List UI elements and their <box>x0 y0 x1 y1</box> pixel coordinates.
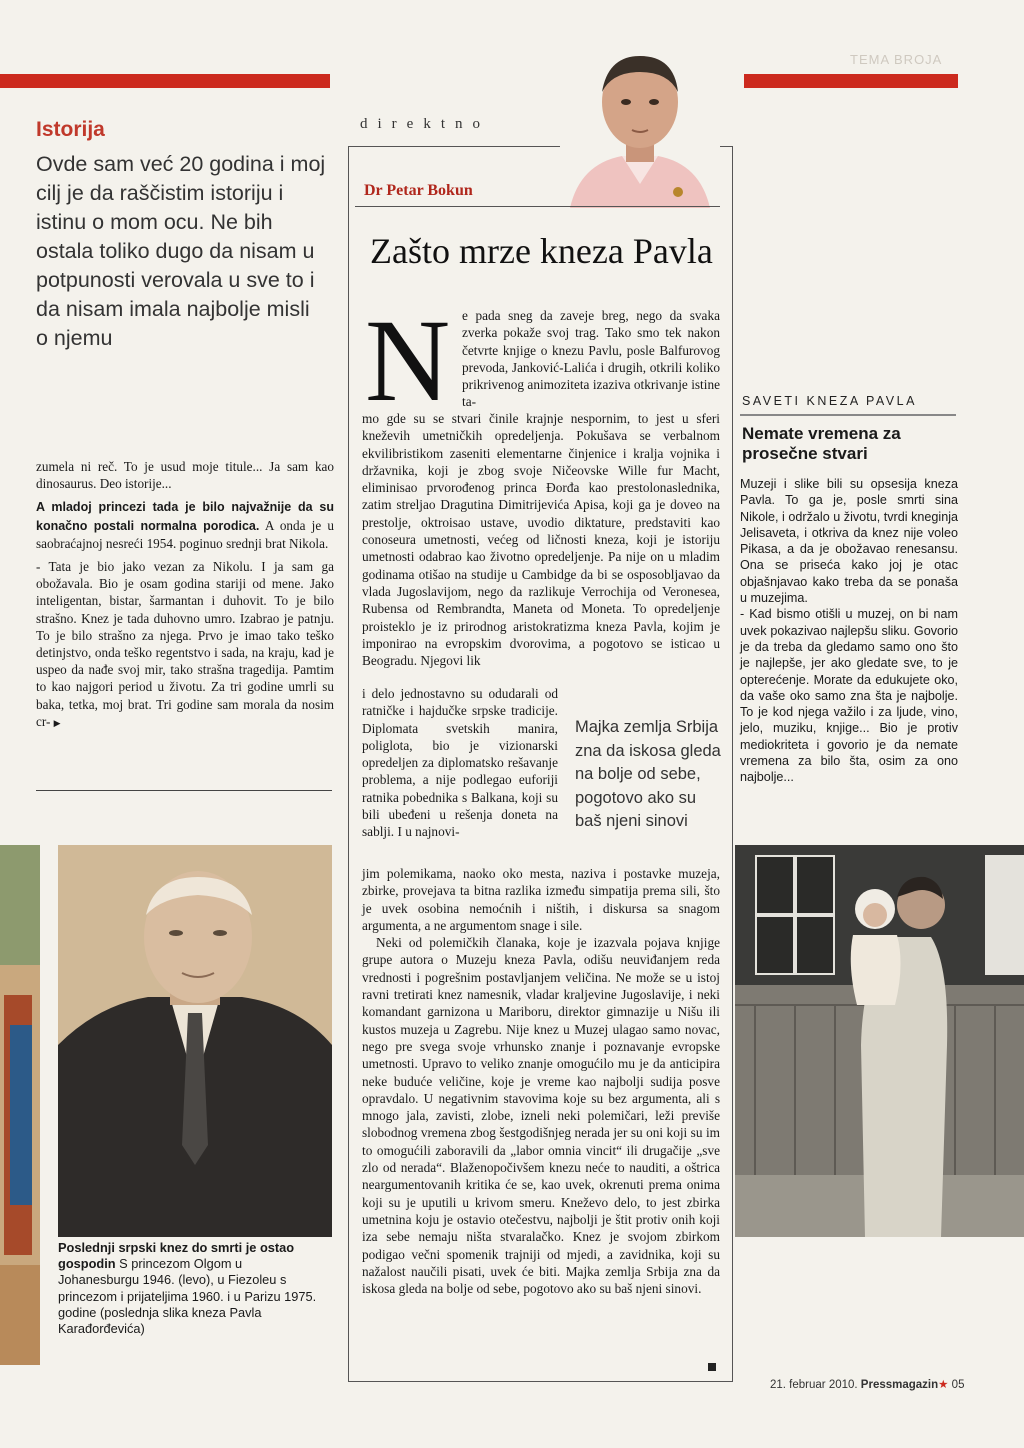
author-portrait <box>560 52 720 208</box>
left-para-2-lead: A mladoj princezi tada je bilo najvažnije da su konačno postali normalna porodica. <box>36 500 334 533</box>
end-mark <box>708 1363 716 1371</box>
left-para-3-text: - Tata je bio jako vezan za Nikolu. I ja sam ga obožavala. Bio je osam godina stariji od mene. Jako inteligentan, bistar, šarmantan i duhovit. To je bilo strašno. Knez je tada duhovno umro. Izabrao je patnju. To je bilo strašno za njega. Prvo je imao tako teško detinjstvo, onda teško regentstvo i sada, na kraju, kad je uspeo da nađe svoj mir, tako strašna tragedija. Pamtim to kao najgori period u životu. Za tri godine umrli su baka, tetka, moj brat. Tri godine sam morala da nosim cr- <box>36 559 334 729</box>
right-para-2: - Kad bismo otišli u muzej, on bi nam uvek pokazivao najlepšu sliku. Govorio je da treba da gledamo samo ono što je najlepše, jer ako gledate sve, to je opterećenje. Morate da edukujete oko, da vaše oko samo zna šta je najbolje. To je kod njega važilo i za ljude, vino, jelo, muziku, knjige... Bio je protiv mediokriteta i govorio je da nemate vremena za bilo šta, osim za ono najbolje... <box>740 607 958 785</box>
left-para-3 <box>36 558 334 732</box>
star-icon: ★ <box>938 1379 949 1391</box>
red-bar-left <box>0 74 330 88</box>
caption-text: S princezom Olgom u Johanesburgu 1946. (levo), u Fiezoleu s princezom i prijateljima 1960. i u Parizu 1975. godine (poslednja slika kneza Pavla Karađorđevića) <box>58 1256 317 1337</box>
footer-brand: Pressmagazin <box>860 1379 939 1391</box>
body-text-a: e pada sneg da zaveje breg, nego da svaka zverka pokaže svoj trag. Tako smo tek nakon četvrte knjige o knezu Pavlu, posle Balfurovog prevoda, Janković-Lalića i drugih, otkrili koliko prikrivenog animoziteta izaziva otkrivanje istine ta- <box>462 308 720 410</box>
left-para-2-rest: A onda je u saobraćajnoj nesreći 1954. poginuo srednji brat Nikola. <box>36 517 335 551</box>
drop-cap: N <box>365 295 451 426</box>
body-text-b: mo gde su se stvari činile krajnje nespornim, to jest u sferi kneževih umetničkih opredeljenja. Pokušava se verbalnom ekvilibristikom zaseniti elementarne činjenice i kralja vojnika i državnika, koji je zbog svoje Ničeovske Wille fur Macht, eliminisao prvorođenog princa Đorđa kao prestolonaslednika, zatim streljao Dragutina Dimitrijevića Apisa, koji ga je doveo na prestolje, oktroisao ustave, uvodio diktature, predstaviti kao conoseura umetnosti, većeg od ličnosti kneza, koji je istoriju umetnosti odabrao kao životno opredeljenje. Pa nije on u mladim godinama otišao na studije u Cambidge da bi se osposobljavao da vlada Jugoslavijom, nego da razlikuje Verrochija od Veronesea, Rubensa od Rembrandta, Maneta od Moneta. To opredeljenje proisteklo je iz prirodnog aristokratizma kneza Pavla, kojim je imponirao na evropskim dvorovima, a pogotovo se isticao u Beogradu. Njegovi lik <box>362 411 720 669</box>
headline: Zašto mrze kneza Pavla <box>370 231 713 271</box>
left-kicker: Istorija <box>36 118 105 141</box>
author-name: Dr Petar Bokun <box>364 182 473 199</box>
left-body <box>36 458 334 738</box>
column-label: direktno <box>360 116 490 132</box>
left-para-2 <box>36 498 334 552</box>
right-para-1: Muzeji i slike bili su opsesija kneza Pavla. To ga je, posle smrti sina Nikole, i održalo u životu, tvrdi kneginja Jelisaveta, i otkriva da knez nije voleo Pikasa, a da je obožavao renesansu. Ona se priseća kako joj je otac objašnjavao kako treba da se ponaša u muzejima. <box>740 477 958 606</box>
body-para-d2: Neki od polemičkih članaka, koje je izazvala pojava knjige grupe autora o Muzeju kneza Pavla, odišu neuviđanjem reda vrednosti i pogrešnim postavljanjem veličina. Ne može se u istoj ravni tretirati knez namesnik, vladar kraljevine Jugoslavije, i neki komandant garnizona u Mariboru, direktor gimnazije u Nišu ili kustos muzeja u Zagrebu. Nije knez u Muzej ulagao samo novac, nego pre svega svoje vrhunsko znanje i poznavanje evropske umetnosti. Upravo to veliko znanje omogućilo mu je da anticipira neke buduće veličine, koje je vreme kao najbolji sudija posve opravdalo. U negativnim stavovima koje su bez argumenta, ali s mnogo jala, zavisti, zlobe, izneli neki polemičari, leži previše slobodnog vremena zbog šestgodišnjeg nerada jer su oni koji su im to omogućili zaboravili da „labor omnia vincit“ ili drugačije „sve zlo od nerada“. Blaženopočivšem knezu neće to nauditi, a oštrica neargumentovanih kritika će se, kao uvek, okrenuti prema onima koji su je uputili u krivom smeru. Kneževo delo, to jest zbirka umetnina koju je ostavio otečestvu, najbolji je štit protiv onih koji iza sebe nemaju ništa stvaralačko. Knez je svojom zbirkom podigao večni spomenik trajniji od mjedi, a zavidnika, koji su nažalost naučili pisati, uvek će biti. Majka zemlja Srbija zna da iskosa gleda na bolje od sebe, pogotovo ako su baš njeni sinovi. <box>362 935 720 1297</box>
red-bar-right <box>744 74 958 88</box>
caption-title: Poslednji srpski knez do smrti je ostao gospodin <box>58 1240 295 1272</box>
right-body <box>740 476 958 786</box>
right-title: Nemate vremena za prosečne stvari <box>742 424 901 463</box>
photo-prince-portrait <box>58 845 332 1237</box>
left-quote: Ovde sam već 20 godina i moj cilj je da raščistim istoriju i istinu o mom ocu. Ne bih ostala toliko dugo da nisam u potpunosti verovala u sve to i da nisam imala najbolje misli o njemu <box>36 152 326 350</box>
continue-arrow-icon: ▶ <box>53 717 61 728</box>
ghost-header: TEMA BROJA <box>850 52 943 67</box>
author-rule <box>355 206 720 207</box>
left-rule <box>36 790 332 791</box>
left-para-1: zumela ni reč. To je usud moje titule... Ja sam kao dinosaurus. Deo istorije... <box>36 459 334 492</box>
page-number: 05 <box>951 1379 965 1391</box>
right-kicker-rule <box>740 414 956 416</box>
photo-strip-left <box>0 845 40 1365</box>
body-text-d <box>362 865 720 1297</box>
body-para-d1: jim polemikama, naoko oko mesta, naziva i postavke muzeja, zbirke, provejava ta bitna razlika između simpatija prema sili, što je uvek osobina nemoćnih i ništih, i diskursa sa snagom argumenta, a ne argumentom snage i sile. <box>362 866 720 933</box>
photo-father-daughter <box>735 845 1024 1237</box>
body-text-c: i delo jednostavno su odudarali od ratničke i hajdučke srpske tradicije. Diplomata svetskih manira, poliglota, bio je vizionarski opredeljen za diplomatsko rešavanje problema, a nije podlegao euforiji ratnika pobednika s Balkana, koji su bili ubeđeni u rešenja doneta na sablji. I u najnovi- <box>362 686 558 840</box>
footer-date: 21. februar 2010. <box>770 1379 858 1391</box>
pull-quote: Majka zemlja Srbija zna da iskosa gleda na bolje od sebe, pogotovo ako su baš njeni sinovi <box>575 718 721 830</box>
photo-caption <box>58 1240 320 1337</box>
page-footer <box>770 1377 964 1391</box>
right-kicker: SAVETI KNEZA PAVLA <box>742 394 917 408</box>
